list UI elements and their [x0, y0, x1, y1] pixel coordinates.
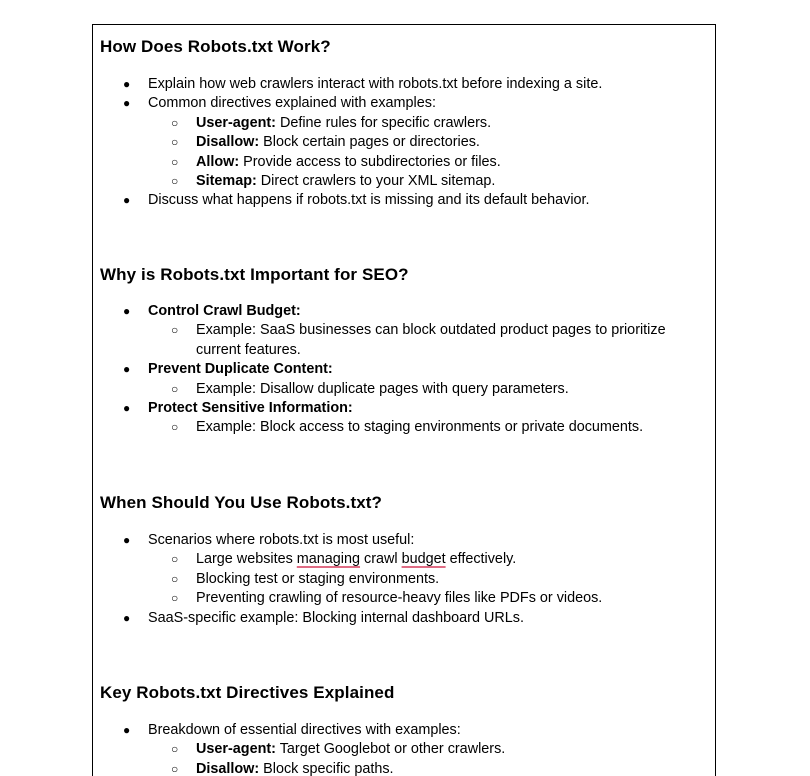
list-item: ● Protect Sensitive Information: ○ Example: Block access to staging environments or private documents.: [100, 399, 715, 438]
hollow-bullet-icon: ○: [171, 154, 179, 169]
sub-bullet-list: [148, 380, 715, 399]
bullet-icon: ●: [123, 96, 131, 111]
sub-bullet-list: [148, 418, 715, 437]
hollow-bullet-icon: ○: [171, 323, 179, 338]
list-item: ● Scenarios where robots.txt is most useful: ○ Large websites managing crawl budget effectively. ○ Blocking test or staging environments. ○ Preventing crawling of resource-heavy files like PDFs or videos.: [100, 531, 715, 609]
sub-list-item: ○ Example: Disallow duplicate pages with query parameters.: [148, 380, 715, 399]
heading-when-use: When Should You Use Robots.txt?: [100, 493, 383, 512]
hollow-bullet-icon: ○: [171, 420, 179, 435]
list-item: ● SaaS-specific example: Blocking internal dashboard URLs.: [100, 609, 715, 628]
hollow-bullet-icon: ○: [171, 135, 179, 150]
document-page[interactable]: [92, 24, 716, 776]
sub-bullet-list: [148, 321, 715, 360]
hollow-bullet-icon: ○: [171, 174, 179, 189]
sub-list-item: ○ Example: Block access to staging environments or private documents.: [148, 418, 715, 437]
bullet-icon: ●: [123, 401, 131, 416]
bullet-list: [100, 75, 715, 211]
list-item: ● Control Crawl Budget: ○ Example: SaaS businesses can block outdated product pages to prioritize current features.: [100, 302, 715, 360]
heading-why-important: Why is Robots.txt Important for SEO?: [100, 265, 409, 284]
bullet-icon: ●: [123, 362, 131, 377]
hollow-bullet-icon: ○: [171, 381, 179, 396]
sub-list-item: ○ Large websites managing crawl budget effectively.: [148, 550, 715, 569]
section-key-directives: [100, 683, 715, 776]
bullet-list: [100, 531, 715, 628]
bullet-icon: ●: [123, 304, 131, 318]
sub-bullet-list: [148, 740, 715, 776]
bullet-icon: ●: [123, 77, 131, 91]
section-when-use: [100, 493, 715, 628]
hollow-bullet-icon: ○: [171, 571, 179, 586]
bullet-icon: ●: [123, 610, 131, 625]
heading-key-directives: Key Robots.txt Directives Explained: [100, 683, 395, 702]
sub-list-item: ○ Example: SaaS businesses can block outdated product pages to prioritize current features.: [171, 322, 666, 358]
bullet-icon: ●: [123, 723, 131, 737]
sub-bullet-list: [148, 550, 715, 608]
hollow-bullet-icon: ○: [171, 591, 179, 606]
sub-list-item: ○ User-agent: Target Googlebot or other crawlers.: [148, 740, 715, 759]
list-item: ● Discuss what happens if robots.txt is missing and its default behavior.: [100, 191, 715, 210]
sub-list-item: ○ Sitemap: Direct crawlers to your XML sitemap.: [148, 172, 715, 191]
sub-bullet-list: [148, 114, 715, 192]
list-item: ● Breakdown of essential directives with examples: ○ User-agent: Target Googlebot or other crawlers. ○ Disallow: Block specific paths.: [100, 721, 715, 776]
hollow-bullet-icon: ○: [171, 761, 179, 776]
bullet-list: [100, 721, 715, 776]
sub-list-item: ○ Disallow: Block certain pages or directories.: [148, 133, 715, 152]
sub-list-item: ○ Allow: Provide access to subdirectories or files.: [148, 153, 715, 172]
sub-list-item: ○ Preventing crawling of resource-heavy files like PDFs or videos.: [148, 589, 715, 608]
sub-list-item: ○ User-agent: Define rules for specific crawlers.: [148, 114, 715, 133]
heading-how-robots-work: How Does Robots.txt Work?: [100, 37, 331, 56]
list-item: ● Common directives explained with examples: ○ User-agent: Define rules for specific crawlers. ○ Disallow: Block certain pages or directories. ○ Allow: Provide access to subdirectories or files. ○ Sitemap: Direct crawlers to your XML sitemap.: [100, 94, 715, 191]
bullet-icon: ●: [123, 533, 131, 547]
sub-list-item: ○ Disallow: Block specific paths.: [148, 760, 715, 776]
hollow-bullet-icon: ○: [171, 742, 179, 757]
bullet-icon: ●: [123, 193, 131, 208]
section-how-robots-work: [100, 37, 715, 211]
section-why-important: [100, 265, 715, 438]
list-item: ● Explain how web crawlers interact with robots.txt before indexing a site.: [100, 75, 715, 94]
spellcheck-word[interactable]: managing: [296, 551, 361, 568]
bullet-list: [100, 302, 715, 438]
sub-list-item: ○ Blocking test or staging environments.: [148, 570, 715, 589]
list-item: ● Prevent Duplicate Content: ○ Example: Disallow duplicate pages with query parameters.: [100, 360, 715, 399]
spellcheck-word[interactable]: budget: [401, 551, 446, 568]
hollow-bullet-icon: ○: [171, 552, 179, 567]
hollow-bullet-icon: ○: [171, 115, 179, 130]
